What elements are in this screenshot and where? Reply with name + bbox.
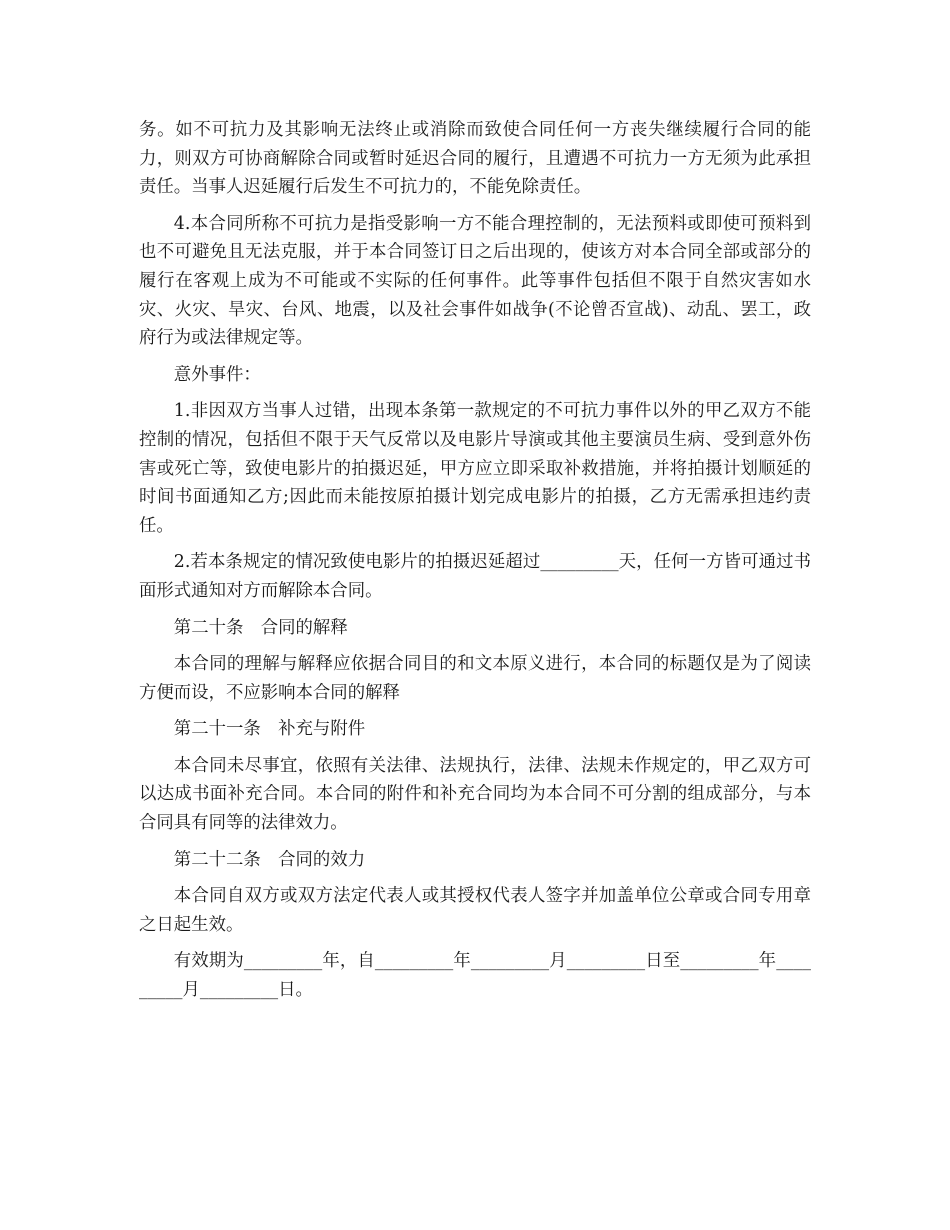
paragraph-validity-period: 有效期为_________年，自_________年_________月_________日至_________年_________月_________日。 — [139, 951, 811, 1001]
heading-article-21: 第二十一条 补充与附件 — [173, 719, 366, 740]
document-body — [139, 116, 811, 1013]
paragraph-article-20: 本合同的理解与解释应依据合同目的和文本原义进行，本合同的标题仅是为了阅读方便而设，不应影响本合同的解释 — [139, 654, 811, 703]
paragraph-article-22: 本合同自双方或双方法定代表人或其授权代表人签字并加盖单位公章或合同专用章之日起生效。 — [139, 886, 811, 935]
paragraph-accidental-event-1: 1.非因双方当事人过错，出现本条第一款规定的不可抗力事件以外的甲乙双方不能控制的情况，包括但不限于天气反常以及电影片导演或其他主要演员生病、受到意外伤害或死亡等，致使电影片的拍摄迟延，甲方应立即采取补救措施，并将拍摄计划顺延的时间书面通知乙方;因此而未能按原拍摄计划完成电影片的拍摄，乙方无需承担违约责任。 — [139, 401, 811, 536]
heading-accidental-events: 意外事件： — [173, 364, 261, 385]
paragraph-force-majeure-continued: 务。如不可抗力及其影响无法终止或消除而致使合同任何一方丧失继续履行合同的能力，则双方可协商解除合同或暂时延迟合同的履行，且遭遇不可抗力一方无须为此承担责任。当事人迟延履行后发生不可抗力的，不能免除责任。 — [139, 120, 811, 198]
paragraph-article-21: 本合同未尽事宜，依照有关法律、法规执行，法律、法规未作规定的，甲乙双方可以达成书面补充合同。本合同的附件和补充合同均为本合同不可分割的组成部分，与本合同具有同等的法律效力。 — [139, 755, 811, 834]
paragraph-accidental-event-2: 2.若本条规定的情况致使电影片的拍摄迟延超过_________天，任何一方皆可通过书面形式通知对方而解除本合同。 — [139, 552, 811, 601]
heading-article-20: 第二十条 合同的解释 — [173, 617, 348, 638]
heading-article-22: 第二十二条 合同的效力 — [173, 849, 366, 870]
paragraph-force-majeure-definition: 4.本合同所称不可抗力是指受影响一方不能合理控制的，无法预料或即使可预料到也不可避免且无法克服，并于本合同签订日之后出现的，使该方对本合同全部或部分的履行在客观上成为不可能或不实际的任何事件。此等事件包括但不限于自然灾害如水灾、火灾、旱灾、台风、地震，以及社会事件如战争(不论曾否宣战)、动乱、罢工，政府行为或法律规定等。 — [139, 213, 811, 349]
